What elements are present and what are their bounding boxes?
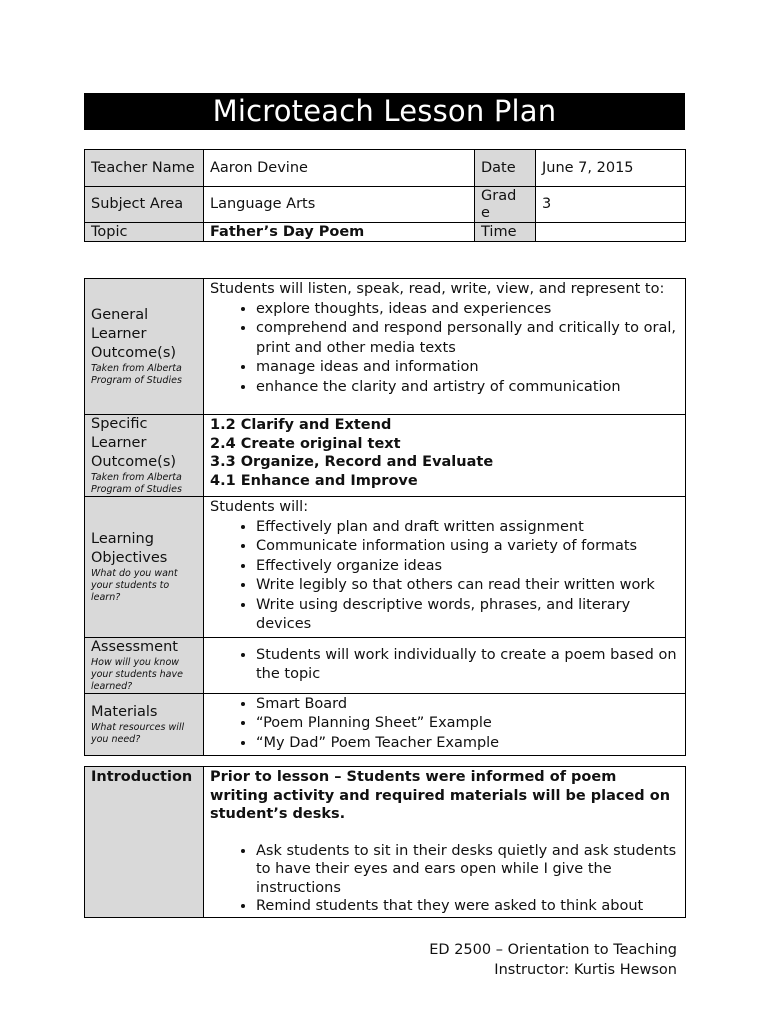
specific-outcomes-hint: Taken from Alberta Program of Studies <box>91 472 182 495</box>
list-item: • Write using descriptive words, phrases, and literary devices <box>256 596 679 635</box>
general-outcomes-hint: Taken from Alberta Program of Studies <box>91 363 182 386</box>
assessment-label-cell <box>85 637 204 693</box>
general-outcomes-content <box>204 279 686 415</box>
materials-label: Materials <box>91 703 158 720</box>
general-outcomes-label: General Learner Outcome(s) <box>91 307 177 361</box>
assessment-list <box>210 646 679 685</box>
assessment-label: Assessment <box>91 638 178 655</box>
list-item: • Ask students to sit in their desks quietly and ask students to have their eyes and ears open while I give the instructions <box>256 842 679 898</box>
specific-outcomes-label-cell <box>85 415 204 497</box>
general-outcomes-intro: Students will listen, speak, read, write, view, and represent to: <box>210 281 665 297</box>
subject-area-value: Language Arts <box>204 187 475 223</box>
specific-outcomes-row <box>85 415 686 497</box>
general-outcomes-label-cell <box>85 279 204 415</box>
specific-outcome-item: 2.4 Create original text <box>210 435 401 452</box>
list-item: • Smart Board <box>256 695 679 715</box>
date-value: June 7, 2015 <box>536 150 686 187</box>
list-item: • Students will work individually to create a poem based on the topic <box>256 646 679 685</box>
list-item: • Remind students that they were asked to think about <box>256 897 679 916</box>
materials-label-cell <box>85 693 204 756</box>
introduction-row <box>85 767 686 918</box>
materials-row <box>85 693 686 756</box>
list-item: • comprehend and respond personally and critically to oral, print and other media texts <box>256 319 679 358</box>
specific-outcome-item: 4.1 Enhance and Improve <box>210 472 418 489</box>
footer-instructor: Instructor: Kurtis Hewson <box>494 961 677 978</box>
list-item: • Effectively plan and draft written assignment <box>256 518 679 538</box>
list-item: • manage ideas and information <box>256 358 679 378</box>
learning-objectives-row <box>85 497 686 638</box>
specific-outcome-item: 1.2 Clarify and Extend <box>210 417 392 433</box>
introduction-prior-note: Prior to lesson – Students were informed of poem writing activity and required materials will be placed on student’s desks. <box>210 769 671 822</box>
materials-hint: What resources will you need? <box>91 721 185 745</box>
date-label: Date <box>475 150 536 187</box>
topic-label: Topic <box>85 223 204 242</box>
specific-outcomes-content <box>204 415 686 497</box>
list-item: • Communicate information using a variety of formats <box>256 537 679 557</box>
grade-value: 3 <box>536 187 686 223</box>
list-item: • Effectively organize ideas <box>256 557 679 577</box>
specific-outcomes-label: Specific Learner Outcome(s) <box>91 416 177 470</box>
topic-value: Father’s Day Poem <box>204 223 475 242</box>
subject-area-label: Subject Area <box>85 187 204 223</box>
footer-course: ED 2500 – Orientation to Teaching <box>429 942 677 958</box>
introduction-list <box>210 842 679 916</box>
learning-objectives-label: Learning Objectives <box>91 530 168 566</box>
list-item: • explore thoughts, ideas and experiences <box>256 300 679 320</box>
lesson-info-table <box>84 149 686 242</box>
teacher-name-value: Aaron Devine <box>204 150 475 187</box>
grade-label: Grad e <box>475 187 536 223</box>
learning-objectives-hint: What do you want your students to learn? <box>91 567 178 603</box>
specific-outcome-item: 3.3 Organize, Record and Evaluate <box>210 454 494 470</box>
list-item: • “My Dad” Poem Teacher Example <box>256 734 679 754</box>
materials-list <box>210 695 679 754</box>
teacher-name-label: Teacher Name <box>85 150 204 187</box>
assessment-hint: How will you know your students have learned? <box>91 656 183 692</box>
page-footer <box>429 941 677 980</box>
introduction-label: Introduction <box>85 767 204 918</box>
learning-objectives-content <box>204 497 686 638</box>
materials-content <box>204 693 686 756</box>
time-label: Time <box>475 223 536 242</box>
time-value <box>536 223 686 242</box>
learning-objectives-list <box>210 518 679 635</box>
general-outcomes-row <box>85 279 686 415</box>
learning-objectives-label-cell <box>85 497 204 638</box>
lesson-plan-table <box>84 278 686 756</box>
assessment-row <box>85 637 686 693</box>
list-item: • enhance the clarity and artistry of communication <box>256 378 679 398</box>
assessment-content <box>204 637 686 693</box>
learning-objectives-intro: Students will: <box>210 499 309 515</box>
introduction-content <box>204 767 686 918</box>
document-title: Microteach Lesson Plan <box>84 93 685 130</box>
list-item: • Write legibly so that others can read their written work <box>256 576 679 596</box>
general-outcomes-list <box>210 300 679 398</box>
introduction-table <box>84 766 686 918</box>
list-item: • “Poem Planning Sheet” Example <box>256 714 679 734</box>
